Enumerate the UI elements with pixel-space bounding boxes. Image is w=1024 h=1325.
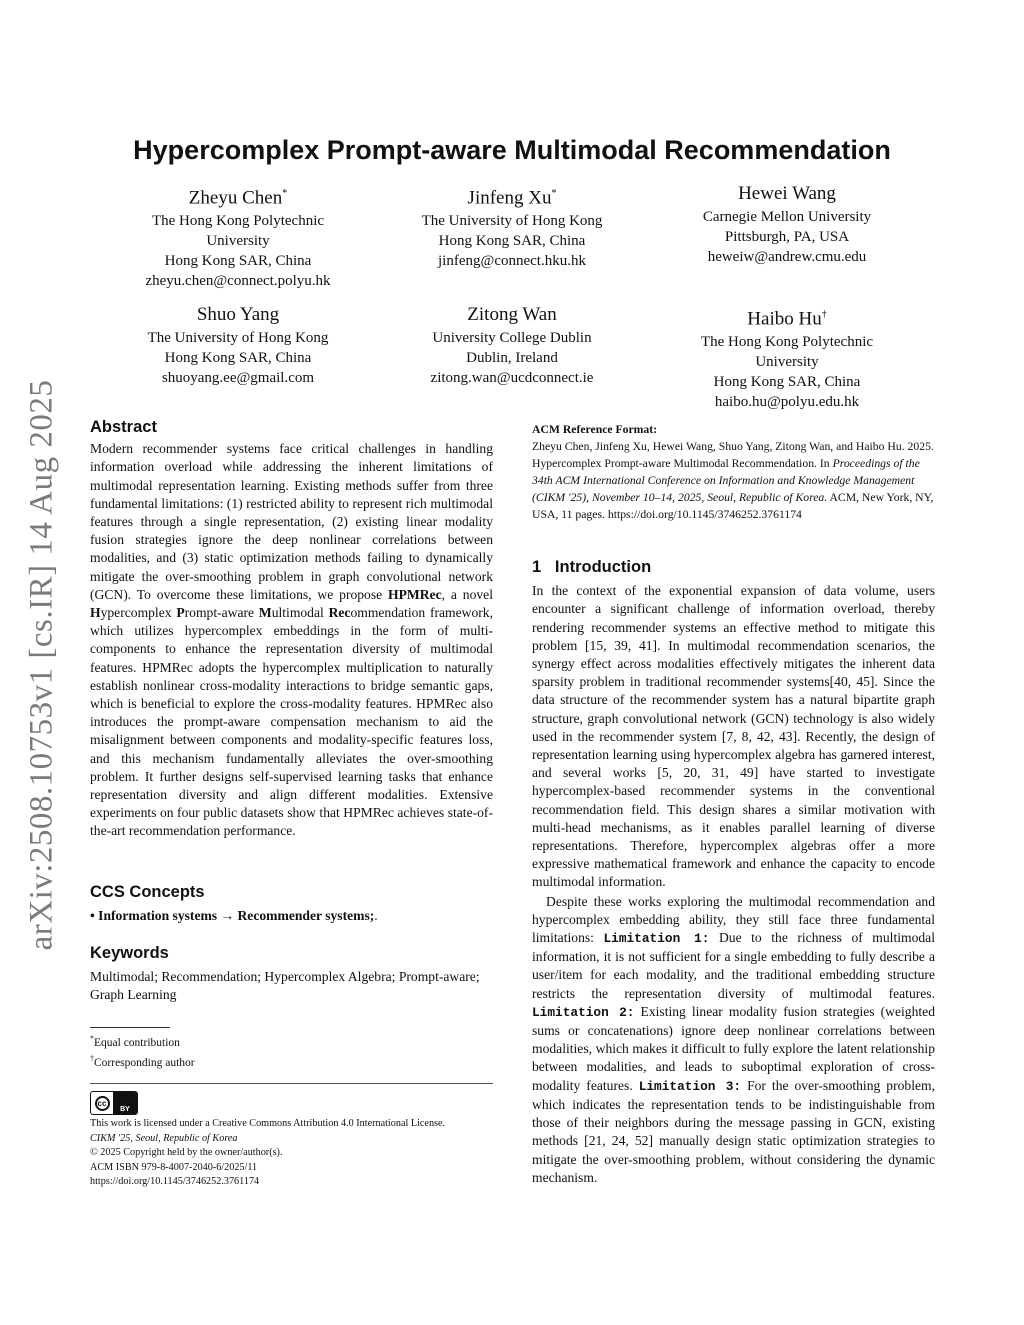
license-block (90, 1117, 493, 1190)
author-name: Hewei Wang (738, 183, 836, 204)
venue-line: CIKM '25, Seoul, Republic of Korea (90, 1132, 238, 1144)
author-block: Jinfeng Xu* The University of Hong Kong Hong Kong SAR, China jinfeng@connect.hku.hk (377, 181, 647, 271)
author-affiliation: Hong Kong SAR, China (164, 350, 312, 366)
intro-paragraph: Despite these works exploring the multimodal recommendation and hypercomplex embedding ability, they still face three fundamental limitations: Limitation 1: Due to the richness of multimodal information, it is not sufficient for a single embedding to fully describe a user/item for each modality, and the traditional embedding structure restricts the representation diversity of multimodal features. Limitation 2: Existing linear modality fusion strategies (weighted sums or concatenations) ignore deep nonlinear correlations between modalities, which makes it difficult to fully explore the latent relationship between modalities, and leads to suboptimal exploration of cross-modality features. Limitation 3: For the over-smoothing problem, which indicates the representation tends to be indistinguishable from those of their neighbors during the message passing in GCN, existing methods [21, 24, 52] manually design static optimization strategies to mitigate the over-smoothing problem, without considering the dynamic mechanism. (532, 893, 935, 1185)
author-email[interactable]: zheyu.chen@connect.polyu.hk (145, 273, 331, 290)
acm-reference-text: Zheyu Chen, Jinfeng Xu, Hewei Wang, Shuo Yang, Zitong Wan, and Haibo Hu. 2025. Hypercomplex Prompt-aware Multimodal Recommendation. In Proceedings of the 34th ACM International Conference on Information and Knowledge Management (CIKM '25), November 10–14, 2025, Seoul, Republic of Korea. ACM, New York, NY, USA, 11 pages. https://doi.org/10.1145/3746252.3761174 (532, 440, 934, 521)
author-affiliation: Carnegie Mellon University (702, 209, 872, 225)
author-affiliation: University College Dublin (432, 330, 592, 346)
author-name: Zheyu Chen (188, 187, 283, 209)
author-block (652, 181, 922, 267)
author-name: Haibo Hu (747, 308, 822, 330)
cc-icon: cc (95, 1096, 110, 1111)
author-email[interactable]: zitong.wan@ucdconnect.ie (430, 370, 594, 386)
author-affiliation: The Hong Kong Polytechnic (700, 334, 874, 351)
abstract-heading: Abstract (90, 418, 157, 436)
author-name: Zitong Wan (467, 304, 557, 325)
keywords-heading: Keywords (90, 944, 169, 962)
author-block: Zheyu Chen* The Hong Kong Polytechnic University Hong Kong SAR, China zheyu.chen@connect.polyu.hk (103, 181, 373, 291)
keywords-text: Multimodal; Recommendation; Hypercomplex Algebra; Prompt-aware; Graph Learning (90, 969, 480, 1003)
intro-paragraph: In the context of the exponential expansion of data volume, users encounter a significant challenge of information overload, thereby rendering recommender systems an effective method to mitigate this problem [15, 39, 41]. In multimodal recommendation scenarios, the synergy effect across modalities effectively mitigates the inherent data sparsity problem in traditional recommender systems[40, 45]. Since the data structure of the recommender system has a natural bipartite graph structure, graph convolutional network (GCN) technology is also widely used in the recommender system [7, 8, 42, 43]. Recently, the design of representation learning using hypercomplex algebra has garnered interest, and several works [5, 20, 31, 49] have started to investigate hypercomplex-based recommender systems in the conventional recommendation field. This design shares a similar motivation with multi-head mechanisms, as it enables parallel learning of diverse representations. Therefore, hypercomplex algebras offer a more expressive mathematical framework and enhance the capacity to encode multimodal information. (532, 583, 935, 890)
author-affiliation: Pittsburgh, PA, USA (724, 229, 850, 245)
author-affiliation: The University of Hong Kong (421, 213, 603, 230)
footnotes: *Equal contribution †Corresponding author (90, 1034, 195, 1070)
author-email[interactable]: haibo.hu@polyu.edu.hk (714, 394, 860, 411)
author-block (103, 302, 373, 388)
license-divider (90, 1083, 493, 1084)
introduction-section (532, 558, 935, 1187)
footnote-corresponding: Corresponding author (94, 1057, 195, 1070)
author-affiliation: University (206, 233, 270, 250)
author-name: Shuo Yang (196, 304, 280, 325)
acm-reference (532, 422, 935, 523)
footnote-divider (90, 1027, 170, 1028)
author-name: Jinfeng Xu (467, 187, 552, 209)
abstract-section (90, 418, 493, 841)
introduction-heading: 1 Introduction (532, 558, 652, 576)
ccs-heading: CCS Concepts (90, 883, 205, 901)
isbn-line: ACM ISBN 979-8-4007-2040-6/2025/11 (90, 1161, 258, 1173)
by-icon: BY (113, 1092, 137, 1114)
paper-title: Hypercomplex Prompt-aware Multimodal Recommendation (133, 135, 891, 165)
keywords-section (90, 944, 493, 1005)
copyright-line: © 2025 Copyright held by the owner/author(s). (90, 1147, 283, 1158)
ccs-section: CCS Concepts • Information systems → Recommender systems;. (90, 883, 493, 925)
footnote-equal: Equal contribution (94, 1036, 180, 1049)
abstract-text: Modern recommender systems face critical challenges in handling information overload while addressing the inherent limitations of multimodal representation learning. Existing methods suffer from three fundamental limitations: (1) restricted ability to represent rich multimodal features through a single representation, (2) existing linear modality fusion strategies ignore the deep nonlinear correlations between modalities, and (3) static optimization methods failing to dynamically mitigate the over-smoothing problem in graph convolutional network (GCN). To overcome these limitations, we propose HPMRec, a novel Hypercomplex Prompt-aware Multimodal Recommendation framework, which utilizes hypercomplex embeddings in the form of multi-components to enhance the representation diversity of multimodal features. HPMRec adopts the hypercomplex multiplication to naturally establish nonlinear cross-modality interactions to bridge semantic gaps, which is beneficial to explore the cross-modality features. HPMRec also introduces the prompt-aware compensation mechanism to aid the misalignment between components and modality-specific features loss, and this mechanism fundamentally alleviates the over-smoothing problem. It further designs self-supervised learning tasks that enhance representation diversity and align different modalities. Extensive experiments on four public datasets show that HPMRec achieves state-of-the-art recommendation performance. (90, 441, 493, 839)
doi-link[interactable]: https://doi.org/10.1145/3746252.3761174 (90, 1176, 260, 1187)
author-affiliation: The Hong Kong Polytechnic (151, 213, 325, 230)
author-email[interactable]: jinfeng@connect.hku.hk (438, 253, 586, 270)
author-affiliation: Dublin, Ireland (466, 350, 558, 366)
author-affiliation: Hong Kong SAR, China (713, 374, 861, 391)
cc-by-badge (90, 1091, 138, 1115)
arxiv-identifier: arXiv:2508.10753v1 [cs.IR] 14 Aug 2025 (23, 379, 60, 951)
author-email[interactable]: shuoyang.ee@gmail.com (161, 370, 315, 386)
author-block (377, 302, 647, 388)
author-affiliation: University (755, 354, 819, 371)
author-block: Haibo Hu† The Hong Kong Polytechnic University Hong Kong SAR, China haibo.hu@polyu.edu.hk (652, 302, 922, 412)
author-affiliation: Hong Kong SAR, China (438, 233, 586, 250)
license-line: This work is licensed under a Creative Commons Attribution 4.0 International License. (90, 1118, 446, 1129)
acm-reference-heading: ACM Reference Format: (532, 423, 658, 436)
author-affiliation: Hong Kong SAR, China (164, 253, 312, 270)
ccs-concepts: • Information systems → Recommender systems; (90, 908, 375, 924)
author-email[interactable]: heweiw@andrew.cmu.edu (707, 249, 867, 265)
author-affiliation: The University of Hong Kong (147, 330, 329, 346)
